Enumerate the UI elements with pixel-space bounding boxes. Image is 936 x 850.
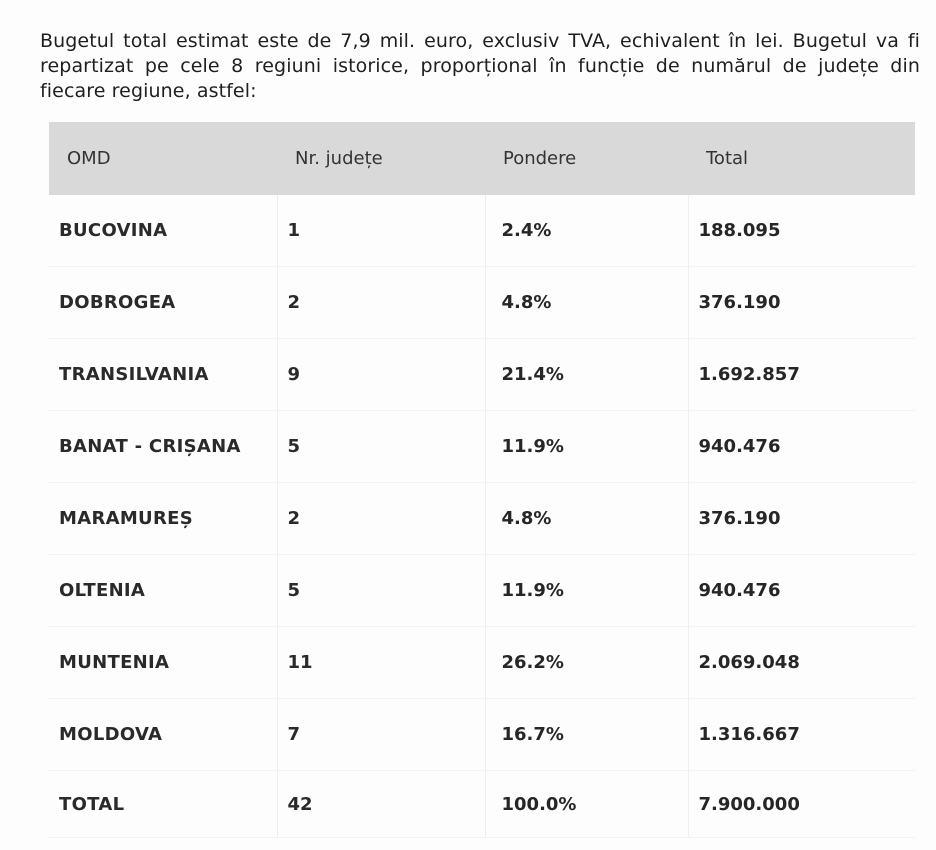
cell-omd: BUCOVINA bbox=[49, 195, 277, 267]
cell-total: 188.095 bbox=[688, 195, 915, 267]
cell-total-pondere: 100.0% bbox=[485, 771, 688, 838]
table-row bbox=[49, 267, 915, 339]
cell-total: 376.190 bbox=[688, 483, 915, 555]
cell-total-sum: 7.900.000 bbox=[688, 771, 915, 838]
cell-pondere: 2.4% bbox=[485, 195, 688, 267]
header-total: Total bbox=[688, 122, 915, 195]
intro-paragraph: Bugetul total estimat este de 7,9 mil. euro, exclusiv TVA, echivalent în lei. Bugetul va fi repartizat pe cele 8 regiuni istorice, proporțional în funcție de numărul de județe din fiecare regiune, astfel: bbox=[40, 30, 920, 102]
cell-total-nr-judete: 42 bbox=[277, 771, 485, 838]
table-total-row bbox=[49, 771, 915, 838]
cell-pondere: 11.9% bbox=[485, 411, 688, 483]
cell-nr-judete: 1 bbox=[277, 195, 485, 267]
cell-omd: MUNTENIA bbox=[49, 627, 277, 699]
cell-pondere: 11.9% bbox=[485, 555, 688, 627]
cell-nr-judete: 2 bbox=[277, 483, 485, 555]
header-pondere: Pondere bbox=[485, 122, 688, 195]
cell-pondere: 4.8% bbox=[485, 483, 688, 555]
cell-total: 1.692.857 bbox=[688, 339, 915, 411]
cell-total: 940.476 bbox=[688, 411, 915, 483]
cell-nr-judete: 5 bbox=[277, 555, 485, 627]
cell-omd: DOBROGEA bbox=[49, 267, 277, 339]
cell-total: 1.316.667 bbox=[688, 699, 915, 771]
table-header-row bbox=[49, 122, 915, 195]
cell-omd: OLTENIA bbox=[49, 555, 277, 627]
budget-table bbox=[49, 122, 915, 838]
header-nr-judete: Nr. județe bbox=[277, 122, 485, 195]
cell-nr-judete: 11 bbox=[277, 627, 485, 699]
cell-nr-judete: 7 bbox=[277, 699, 485, 771]
cell-pondere: 21.4% bbox=[485, 339, 688, 411]
table-row bbox=[49, 411, 915, 483]
cell-total: 376.190 bbox=[688, 267, 915, 339]
cell-omd: MOLDOVA bbox=[49, 699, 277, 771]
cell-nr-judete: 2 bbox=[277, 267, 485, 339]
cell-pondere: 16.7% bbox=[485, 699, 688, 771]
table-row bbox=[49, 627, 915, 699]
cell-omd: BANAT - CRIȘANA bbox=[49, 411, 277, 483]
cell-omd: MARAMUREȘ bbox=[49, 483, 277, 555]
table-row bbox=[49, 195, 915, 267]
cell-nr-judete: 5 bbox=[277, 411, 485, 483]
header-omd: OMD bbox=[49, 122, 277, 195]
cell-pondere: 26.2% bbox=[485, 627, 688, 699]
cell-nr-judete: 9 bbox=[277, 339, 485, 411]
table-row bbox=[49, 699, 915, 771]
cell-total-label: TOTAL bbox=[49, 771, 277, 838]
cell-omd: TRANSILVANIA bbox=[49, 339, 277, 411]
cell-total: 940.476 bbox=[688, 555, 915, 627]
cell-pondere: 4.8% bbox=[485, 267, 688, 339]
table-row bbox=[49, 339, 915, 411]
table-row bbox=[49, 483, 915, 555]
table-row bbox=[49, 555, 915, 627]
cell-total: 2.069.048 bbox=[688, 627, 915, 699]
